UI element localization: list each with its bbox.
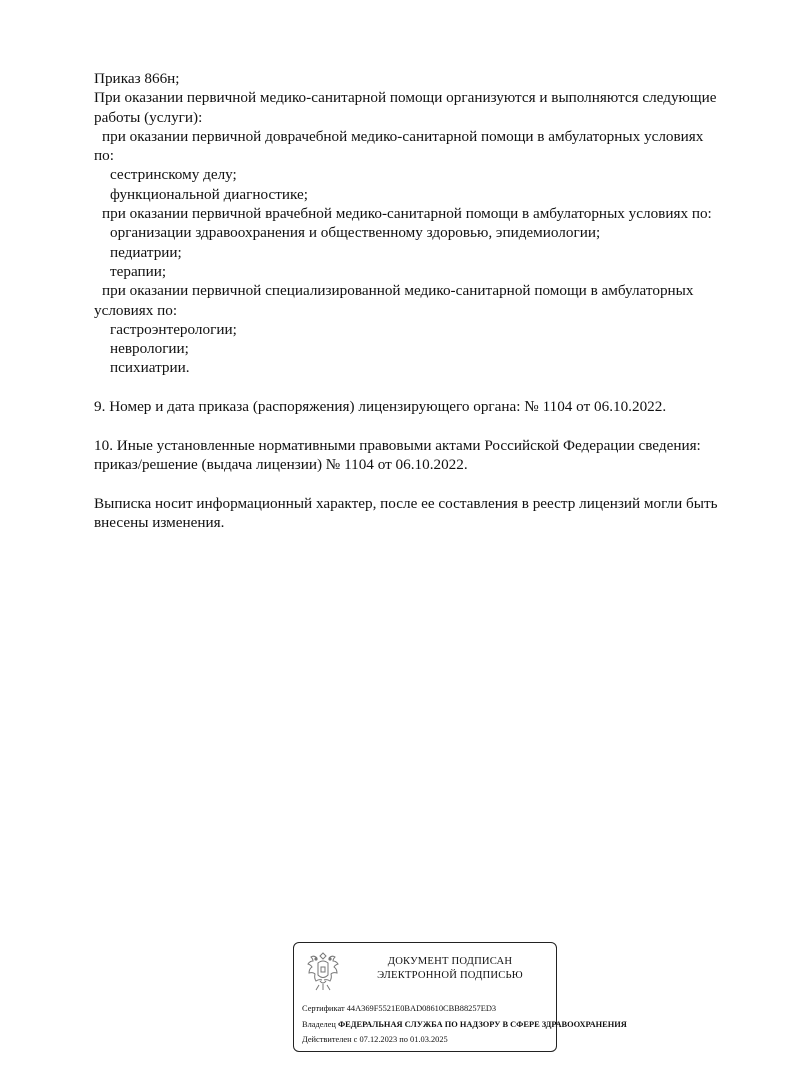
service-item: неврологии; xyxy=(110,340,189,358)
certificate-label: Сертификат xyxy=(302,1004,345,1013)
signature-title-line-1: ДОКУМЕНТ ПОДПИСАН xyxy=(387,956,513,967)
service-item: гастроэнтерологии; xyxy=(110,320,237,338)
service-item: функциональной диагностике; xyxy=(110,185,308,203)
item-10-line-1: 10. Иные установленные нормативными правовыми актами Российской Федерации сведения: xyxy=(94,436,701,454)
disclaimer-line-2: внесены изменения. xyxy=(94,513,225,531)
signature-title-line-2: ЭЛЕКТРОННОЙ ПОДПИСЬЮ xyxy=(377,970,523,981)
prehospital-care-heading-line-2: по: xyxy=(94,147,114,165)
double-headed-eagle-emblem-icon xyxy=(302,949,344,993)
document-body xyxy=(94,69,764,532)
service-item: сестринскому делу; xyxy=(110,166,237,184)
signature-title xyxy=(352,955,548,983)
spacer xyxy=(94,416,764,435)
validity-period: Действителен с 07.12.2023 по 01.03.2025 xyxy=(302,1035,448,1044)
electronic-signature-stamp xyxy=(293,942,627,1052)
service-item: психиатрии. xyxy=(110,359,190,377)
prehospital-care-heading-line-1: при оказании первичной доврачебной медико-санитарной помощи в амбулаторных условиях xyxy=(102,127,704,145)
services-intro-line-2: работы (услуги): xyxy=(94,108,203,126)
owner-value: ФЕДЕРАЛЬНАЯ СЛУЖБА ПО НАДЗОРУ В СФЕРЕ ЗДРАВООХРАНЕНИЯ xyxy=(337,1019,627,1029)
owner-row xyxy=(302,1017,627,1033)
certificate-row xyxy=(302,1001,602,1017)
specialized-care-heading-line-1: при оказании первичной специализированной медико-санитарной помощи в амбулаторных xyxy=(102,282,694,300)
item-9-order-number: 9. Номер и дата приказа (распоряжения) лицензирующего органа: № 1104 от 06.10.2022. xyxy=(94,398,667,416)
owner-label: Владелец xyxy=(302,1019,336,1029)
service-item: педиатрии; xyxy=(110,243,182,261)
spacer xyxy=(94,474,764,493)
services-intro-line-1: При оказании первичной медико-санитарной помощи организуются и выполняются следующие xyxy=(94,89,717,107)
specialized-care-heading-line-2: условиях по: xyxy=(94,301,178,319)
signature-details xyxy=(302,1001,627,1048)
item-10-line-2: приказ/решение (выдача лицензии) № 1104 от 06.10.2022. xyxy=(94,455,468,473)
spacer xyxy=(94,378,764,397)
physician-care-heading: при оказании первичной врачебной медико-санитарной помощи в амбулаторных условиях по: xyxy=(102,205,712,223)
service-item: организации здравоохранения и общественному здоровью, эпидемиологии; xyxy=(110,224,601,242)
order-reference: Приказ 866н; xyxy=(94,70,180,87)
service-item: терапии; xyxy=(110,262,167,280)
disclaimer-line-1: Выписка носит информационный характер, после ее составления в реестр лицензий могли быть xyxy=(94,494,718,512)
certificate-value: 44A369F5521E0BAD08610CBB88257ED3 xyxy=(346,1004,497,1013)
